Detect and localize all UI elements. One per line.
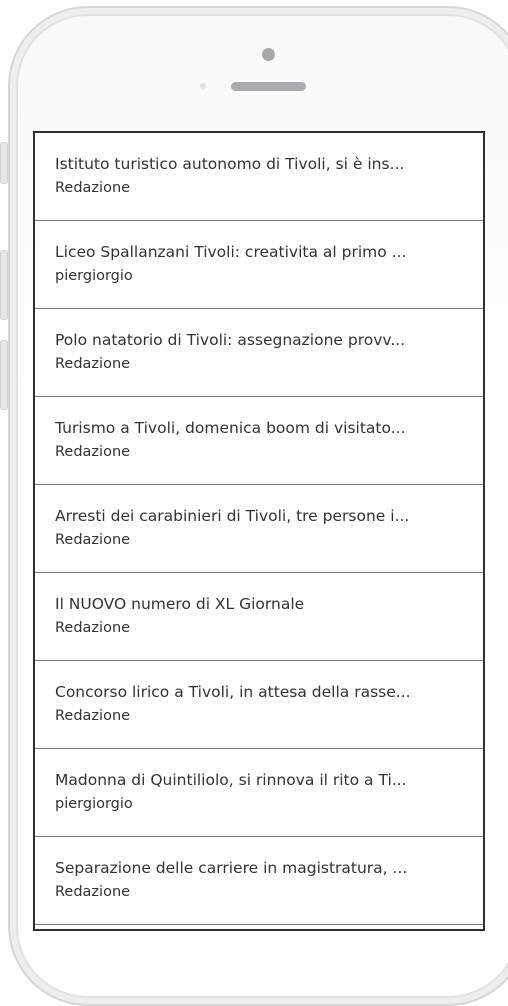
article-author: Redazione <box>55 356 131 372</box>
article-author: Redazione <box>55 444 131 460</box>
article-author: Redazione <box>55 708 131 724</box>
list-item[interactable] <box>35 221 483 309</box>
article-title: Istituto turistico autonomo di Tivoli, si è ins... <box>55 155 405 173</box>
front-camera <box>262 48 275 61</box>
article-list <box>35 133 483 925</box>
list-item[interactable] <box>35 573 483 661</box>
list-item[interactable] <box>35 397 483 485</box>
article-title: Polo natatorio di Tivoli: assegnazione provv... <box>55 331 406 349</box>
article-author: Redazione <box>55 620 131 636</box>
app-screen <box>33 131 485 931</box>
article-author: Redazione <box>55 180 131 196</box>
article-title: Liceo Spallanzani Tivoli: creativita al primo ... <box>55 243 407 261</box>
mute-switch <box>0 142 8 184</box>
article-author: Redazione <box>55 532 131 548</box>
volume-up-button <box>0 250 8 320</box>
volume-down-button <box>0 340 8 410</box>
list-item[interactable] <box>35 661 483 749</box>
list-item[interactable] <box>35 485 483 573</box>
article-title: Madonna di Quintiliolo, si rinnova il rito a Ti... <box>55 771 407 789</box>
list-item[interactable] <box>35 133 483 221</box>
list-item[interactable] <box>35 837 483 925</box>
article-author: piergiorgio <box>55 796 133 812</box>
article-title: Separazione delle carriere in magistratura, ... <box>55 859 408 877</box>
list-item[interactable] <box>35 309 483 397</box>
article-title: Concorso lirico a Tivoli, in attesa della rasse... <box>55 683 411 701</box>
earpiece-speaker <box>231 82 306 91</box>
article-title: Il NUOVO numero di XL Giornale <box>55 595 305 613</box>
article-title: Arresti dei carabinieri di Tivoli, tre persone i... <box>55 507 410 525</box>
article-title: Turismo a Tivoli, domenica boom di visitato... <box>55 419 406 437</box>
list-item[interactable] <box>35 749 483 837</box>
article-author: piergiorgio <box>55 268 133 284</box>
article-author: Redazione <box>55 884 131 900</box>
proximity-sensor <box>200 83 206 89</box>
